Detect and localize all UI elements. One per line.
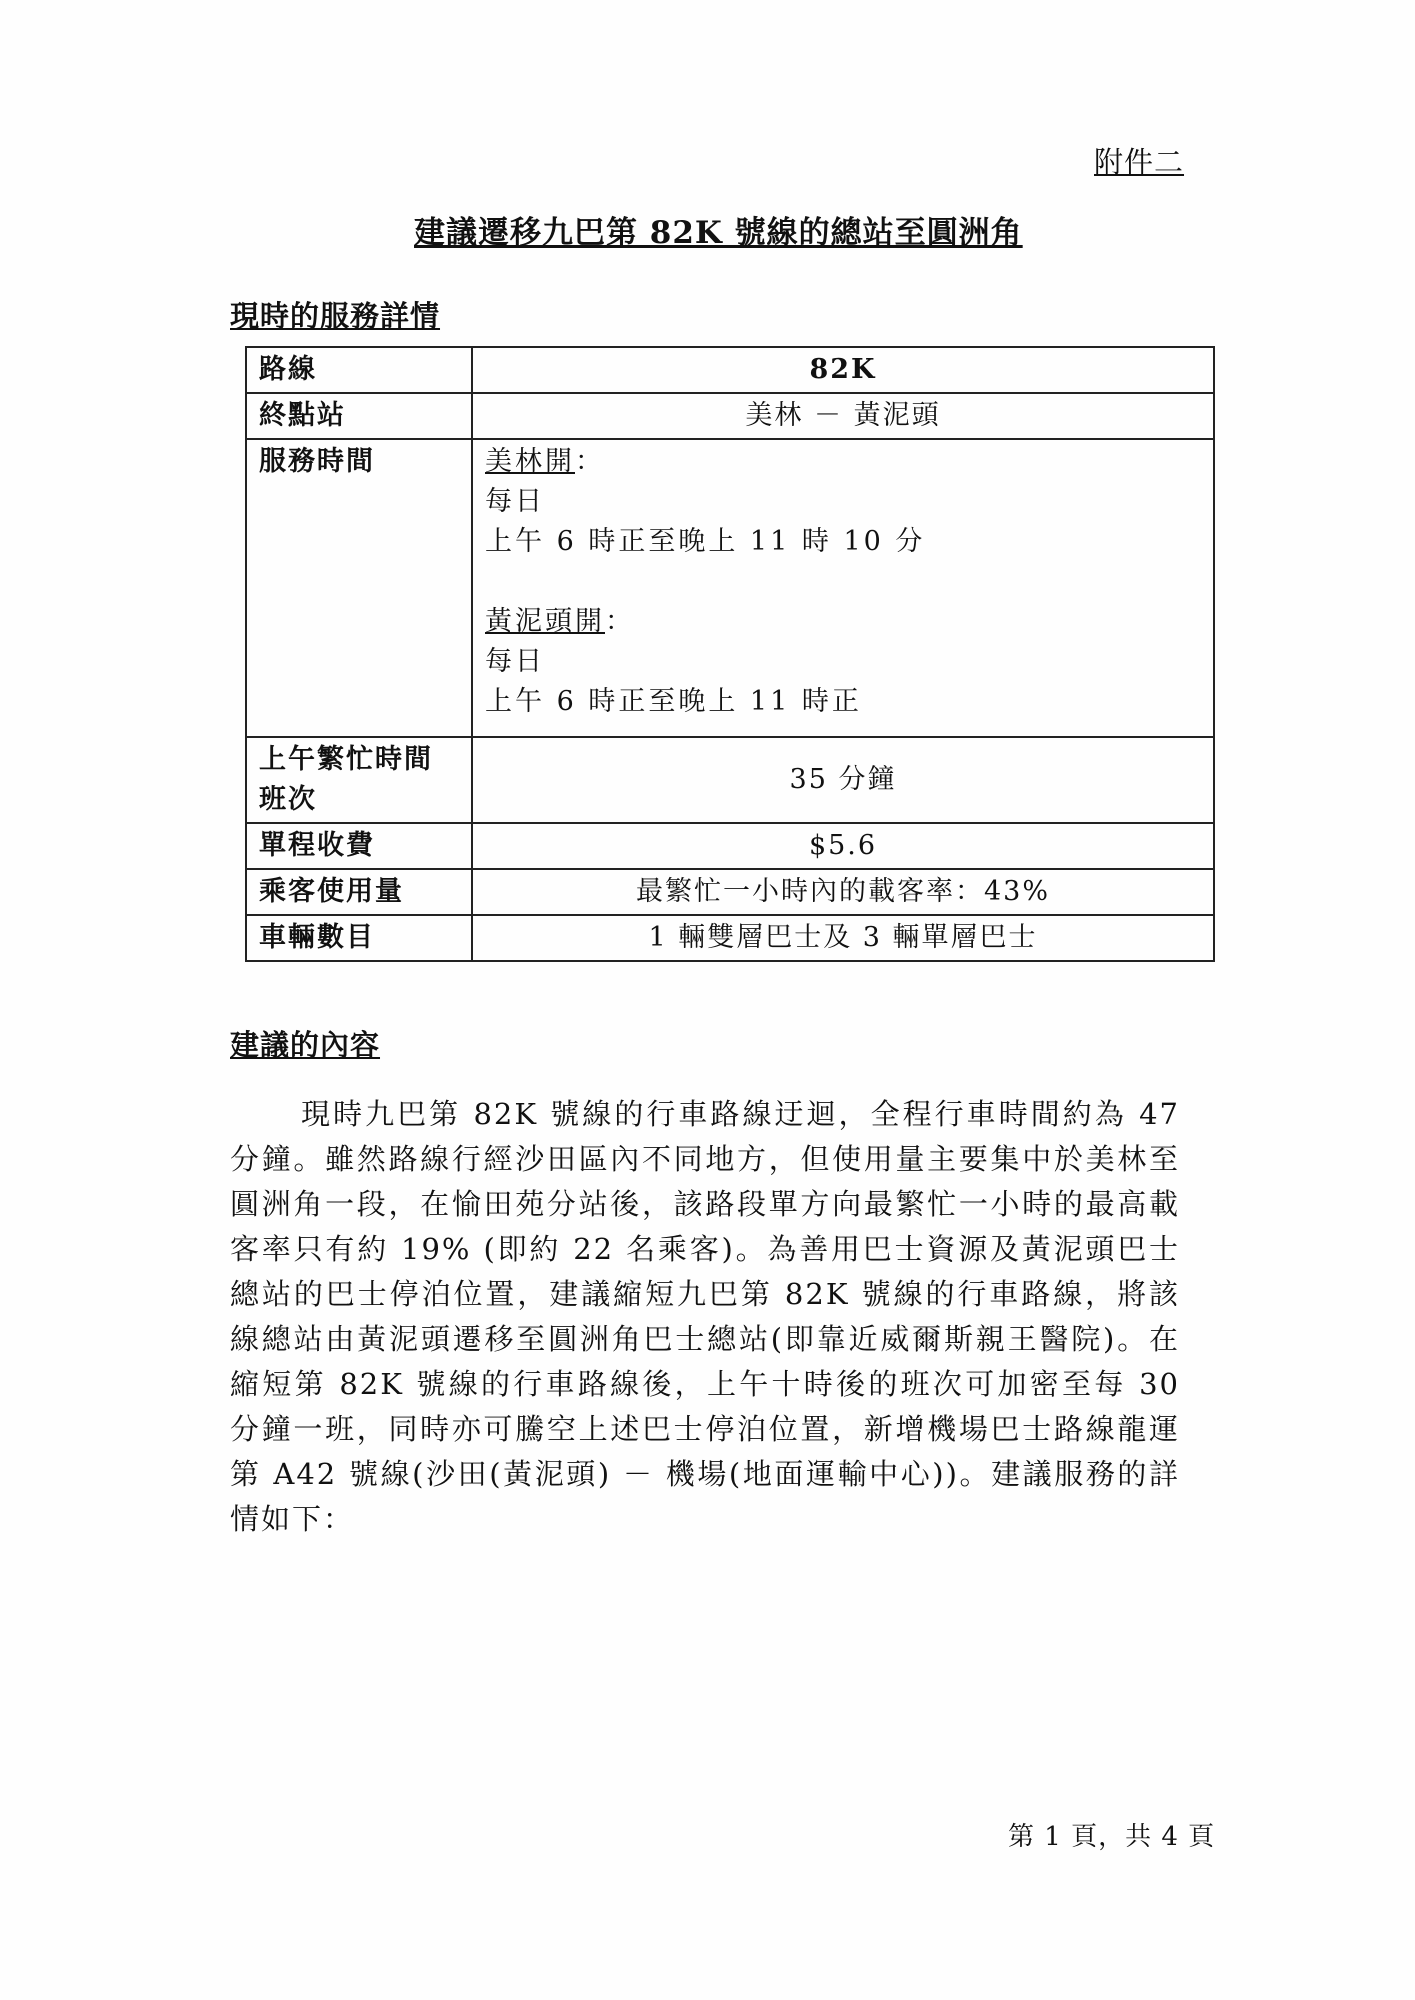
peak-value: 35 分鐘 [472,737,1214,823]
service-details-table [245,346,1215,962]
table-row [246,869,1214,915]
hours-b-from: 黃泥頭開 [485,606,605,637]
hours-a-from: 美林開 [485,446,575,477]
hours-a-days: 每日 [485,486,545,517]
section-heading-proposal: 建議的內容 [230,1028,381,1062]
hours-b-colon: ： [605,606,635,637]
route-value: 82K [472,347,1214,393]
proposal-text: 現時九巴第 82K 號線的行車路線迂迴，全程行車時間約為 47 分鐘。雖然路線行經沙田區內不同地方，但使用量主要集中於美林至圓洲角一段，在愉田苑分站後，該路段單方向最繁忙一小時的最高載客率只有約 19% (即約 22 名乘客)。為善用巴士資源及黃泥頭巴士總站的巴士停泊位置，建議縮短九巴第 82K 號線的行車路線，將該線總站由黃泥頭遷移至圓洲角巴士總站(即靠近威爾斯親王醫院)。在縮短第 82K 號線的行車路線後，上午十時後的班次可加密至每 30 分鐘一班，同時亦可騰空上述巴士停泊位置，新增機場巴士路線龍運第 A42 號線(沙田(黃泥頭) － 機場(地面運輸中心))。建議服務的詳情如下： [230,1097,1180,1536]
hours-a-from-line [485,442,1201,482]
vehicles-value: 1 輛雙層巴士及 3 輛單層巴士 [472,915,1214,961]
proposal-paragraph [230,1092,1180,1542]
hours-value [472,439,1214,737]
table-row [246,439,1214,737]
hours-b-from-line [485,602,1201,642]
fare-label: 單程收費 [246,823,472,869]
table-row [246,737,1214,823]
peak-label [246,737,472,823]
peak-label-line-2: 班次 [259,784,317,815]
table-row [246,347,1214,393]
hours-a-time: 上午 6 時正至晚上 11 時 10 分 [485,526,926,557]
table-row [246,823,1214,869]
hours-b-time: 上午 6 時正至晚上 11 時正 [485,686,862,717]
document-title: 建議遷移九巴第 82K 號線的總站至圓洲角 [414,215,1023,251]
vehicles-label: 車輛數目 [246,915,472,961]
spacer [485,562,1201,602]
fare-value: $5.6 [472,823,1214,869]
usage-value: 最繁忙一小時內的載客率：43% [472,869,1214,915]
hours-a-colon: ： [575,446,605,477]
table-row [246,915,1214,961]
hours-b-days: 每日 [485,646,545,677]
section-heading-current-service: 現時的服務詳情 [230,299,441,333]
terminus-value: 美林 － 黃泥頭 [472,393,1214,439]
peak-label-line-1: 上午繁忙時間 [259,744,433,775]
table-row [246,393,1214,439]
annex-label: 附件二 [1094,145,1185,179]
terminus-label: 終點站 [246,393,472,439]
hours-label: 服務時間 [246,439,472,737]
page-number: 第 1 頁，共 4 頁 [1008,1822,1216,1852]
usage-label: 乘客使用量 [246,869,472,915]
route-label: 路線 [246,347,472,393]
